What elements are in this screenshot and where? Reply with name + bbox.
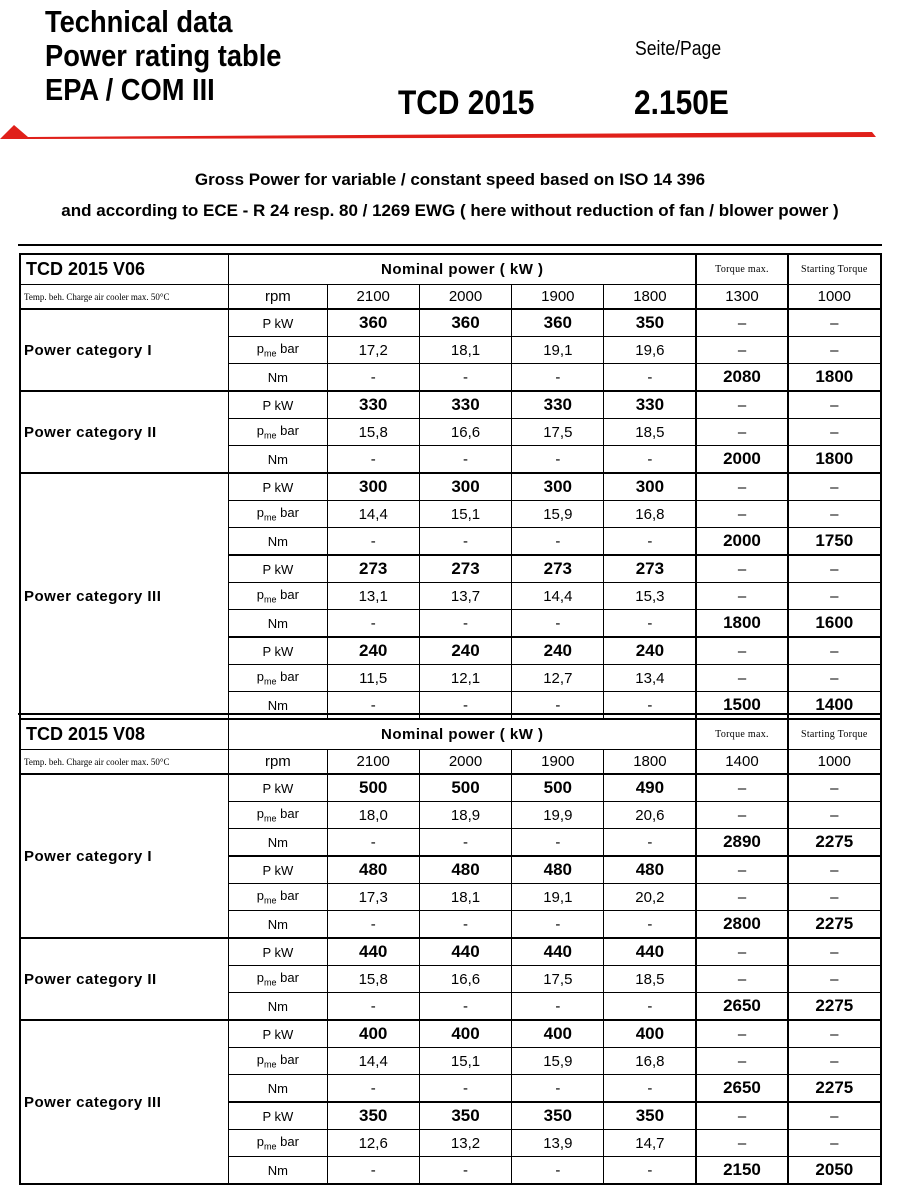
pme-value: 18,9 [419, 802, 511, 829]
pme-start-dash: – [788, 501, 881, 528]
power-category-label: Power category III [20, 473, 229, 719]
nm-value: - [512, 829, 604, 857]
p-kw-value: 490 [604, 774, 696, 802]
red-rule-shape [0, 125, 876, 139]
pme-value: 13,1 [327, 583, 419, 610]
nm-value: - [512, 993, 604, 1021]
rpm-value: 2100 [327, 285, 419, 310]
pme-torque-dash: – [696, 501, 787, 528]
pme-subscript: me [264, 348, 277, 359]
pme-value: 17,5 [512, 419, 604, 446]
row-label-pme [229, 1130, 327, 1157]
row-label-nm: Nm [229, 446, 327, 474]
pme-value: 17,2 [327, 337, 419, 364]
page-number: 2.150E [634, 84, 729, 122]
p-kw-value: 350 [419, 1102, 511, 1130]
nm-value: - [604, 1157, 696, 1185]
pme-value: 13,9 [512, 1130, 604, 1157]
nm-value: - [419, 528, 511, 556]
nm-value: - [419, 911, 511, 939]
rpm-value: 1900 [512, 285, 604, 310]
torque-max-value: 2890 [696, 829, 787, 857]
p-kw-value: 360 [419, 309, 511, 337]
p-kw-start-dash: – [788, 1020, 881, 1048]
pme-subscript: me [264, 594, 277, 605]
pme-start-dash: – [788, 419, 881, 446]
torque-max-value: 2000 [696, 446, 787, 474]
nm-value: - [512, 1075, 604, 1103]
pme-symbol: p [256, 423, 265, 439]
nm-value: - [327, 1075, 419, 1103]
pme-symbol: p [256, 587, 265, 603]
row-label-pme [229, 501, 327, 528]
pme-value: 15,9 [512, 501, 604, 528]
pme-value: 15,3 [604, 583, 696, 610]
p-kw-value: 330 [604, 391, 696, 419]
p-kw-start-dash: – [788, 1102, 881, 1130]
p-kw-value: 400 [327, 1020, 419, 1048]
pme-subscript: me [264, 895, 277, 906]
p-kw-value: 440 [512, 938, 604, 966]
p-kw-value: 273 [327, 555, 419, 583]
p-kw-value: 330 [327, 391, 419, 419]
nm-value: - [512, 1157, 604, 1185]
pme-unit: bar [276, 423, 299, 439]
rpm-value: 2100 [327, 750, 419, 775]
starting-torque-value: 1600 [788, 610, 881, 638]
p-kw-value: 240 [327, 637, 419, 665]
row-label-p-kw: P kW [229, 555, 327, 583]
p-kw-value: 240 [604, 637, 696, 665]
row-label-p-kw: P kW [229, 938, 327, 966]
p-kw-value: 440 [419, 938, 511, 966]
pme-start-dash: – [788, 884, 881, 911]
pme-value: 18,5 [604, 966, 696, 993]
p-kw-value: 350 [604, 1102, 696, 1130]
pme-unit: bar [276, 1134, 299, 1150]
pme-value: 19,1 [512, 884, 604, 911]
p-kw-value: 240 [419, 637, 511, 665]
pme-value: 14,7 [604, 1130, 696, 1157]
power-table-v06 [19, 253, 882, 720]
pme-value: 18,0 [327, 802, 419, 829]
pme-subscript: me [264, 813, 277, 824]
pme-unit: bar [276, 505, 299, 521]
p-kw-value: 300 [604, 473, 696, 501]
row-label-p-kw: P kW [229, 473, 327, 501]
p-kw-start-dash: – [788, 391, 881, 419]
pme-symbol: p [256, 1052, 265, 1068]
pme-value: 15,1 [419, 1048, 511, 1075]
nm-value: - [419, 446, 511, 474]
pme-subscript: me [264, 977, 277, 988]
starting-torque-header: Starting Torque [788, 719, 881, 750]
pme-value: 15,8 [327, 419, 419, 446]
intro-line-1: Gross Power for variable / constant speed based on ISO 14 396 [194, 170, 706, 189]
nm-value: - [327, 364, 419, 392]
p-kw-value: 400 [419, 1020, 511, 1048]
p-kw-start-dash: – [788, 774, 881, 802]
title-line-1: Technical data [45, 4, 233, 39]
p-kw-start-dash: – [788, 555, 881, 583]
nm-value: - [604, 610, 696, 638]
starting-torque-value: 2050 [788, 1157, 881, 1185]
start-rpm: 1000 [788, 750, 881, 775]
p-kw-value: 300 [327, 473, 419, 501]
nm-value: - [419, 1157, 511, 1185]
pme-unit: bar [276, 888, 299, 904]
pme-value: 20,2 [604, 884, 696, 911]
starting-torque-value: 1800 [788, 364, 881, 392]
pme-subscript: me [264, 676, 277, 687]
p-kw-value: 500 [419, 774, 511, 802]
p-kw-value: 240 [512, 637, 604, 665]
row-label-nm: Nm [229, 829, 327, 857]
power-category-label: Power category II [20, 391, 229, 473]
divider [18, 244, 882, 246]
intro-line-2: and according to ECE - R 24 resp. 80 / 1269 EWG ( here without reduction of fan / blower power ) [61, 201, 839, 220]
p-kw-torque-dash: – [696, 637, 787, 665]
starting-torque-value: 1750 [788, 528, 881, 556]
pme-torque-dash: – [696, 419, 787, 446]
page-label: Seite/Page [635, 38, 722, 60]
p-kw-start-dash: – [788, 473, 881, 501]
pme-subscript: me [264, 430, 277, 441]
pme-value: 16,8 [604, 1048, 696, 1075]
torque-max-value: 1500 [696, 692, 787, 720]
p-kw-value: 480 [604, 856, 696, 884]
p-kw-torque-dash: – [696, 774, 787, 802]
power-category-label: Power category I [20, 774, 229, 938]
pme-value: 11,5 [327, 665, 419, 692]
p-kw-torque-dash: – [696, 473, 787, 501]
pme-torque-dash: – [696, 966, 787, 993]
pme-value: 13,7 [419, 583, 511, 610]
p-kw-value: 500 [327, 774, 419, 802]
pme-start-dash: – [788, 802, 881, 829]
p-kw-torque-dash: – [696, 1102, 787, 1130]
pme-unit: bar [276, 1052, 299, 1068]
starting-torque-value: 2275 [788, 829, 881, 857]
nm-value: - [327, 1157, 419, 1185]
torque-max-header: Torque max. [696, 719, 787, 750]
divider [18, 713, 882, 715]
row-label-pme [229, 966, 327, 993]
pme-symbol: p [256, 806, 265, 822]
pme-start-dash: – [788, 665, 881, 692]
pme-torque-dash: – [696, 1130, 787, 1157]
p-kw-start-dash: – [788, 637, 881, 665]
nm-value: - [512, 692, 604, 720]
pme-value: 14,4 [327, 501, 419, 528]
pme-value: 15,1 [419, 501, 511, 528]
title-line-3: EPA / COM III [45, 72, 215, 107]
p-kw-value: 350 [512, 1102, 604, 1130]
pme-value: 19,9 [512, 802, 604, 829]
power-table-v08 [19, 718, 882, 1185]
nm-value: - [327, 993, 419, 1021]
p-kw-torque-dash: – [696, 938, 787, 966]
p-kw-start-dash: – [788, 856, 881, 884]
pme-unit: bar [276, 587, 299, 603]
start-rpm: 1000 [788, 285, 881, 310]
table-model: TCD 2015 V06 [20, 254, 229, 285]
row-label-p-kw: P kW [229, 309, 327, 337]
pme-symbol: p [256, 669, 265, 685]
power-category-label: Power category II [20, 938, 229, 1020]
pme-start-dash: – [788, 1130, 881, 1157]
temp-note: Temp. beh. Charge air cooler max. 50°C [20, 750, 229, 775]
nominal-power-header: Nominal power ( kW ) [229, 254, 697, 285]
document-title [45, 5, 365, 107]
p-kw-value: 330 [512, 391, 604, 419]
row-label-pme [229, 884, 327, 911]
p-kw-value: 350 [327, 1102, 419, 1130]
row-label-nm: Nm [229, 692, 327, 720]
row-label-p-kw: P kW [229, 774, 327, 802]
nm-value: - [604, 911, 696, 939]
pme-subscript: me [264, 512, 277, 523]
pme-symbol: p [256, 1134, 265, 1150]
table-model: TCD 2015 V08 [20, 719, 229, 750]
pme-value: 18,5 [604, 419, 696, 446]
pme-torque-dash: – [696, 665, 787, 692]
pme-value: 19,1 [512, 337, 604, 364]
p-kw-start-dash: – [788, 309, 881, 337]
p-kw-value: 480 [512, 856, 604, 884]
pme-value: 12,7 [512, 665, 604, 692]
title-line-2: Power rating table [45, 38, 282, 73]
p-kw-value: 300 [512, 473, 604, 501]
nm-value: - [604, 692, 696, 720]
temp-note: Temp. beh. Charge air cooler max. 50°C [20, 285, 229, 310]
nm-value: - [419, 692, 511, 720]
nm-value: - [604, 446, 696, 474]
p-kw-value: 300 [419, 473, 511, 501]
torque-rpm: 1400 [696, 750, 787, 775]
p-kw-value: 273 [604, 555, 696, 583]
pme-value: 20,6 [604, 802, 696, 829]
pme-symbol: p [256, 505, 265, 521]
row-label-nm: Nm [229, 610, 327, 638]
nm-value: - [327, 829, 419, 857]
torque-max-header: Torque max. [696, 254, 787, 285]
rpm-value: 2000 [419, 750, 511, 775]
p-kw-value: 400 [604, 1020, 696, 1048]
pme-torque-dash: – [696, 802, 787, 829]
pme-value: 17,3 [327, 884, 419, 911]
row-label-pme [229, 419, 327, 446]
pme-unit: bar [276, 341, 299, 357]
starting-torque-header: Starting Torque [788, 254, 881, 285]
pme-value: 18,1 [419, 884, 511, 911]
nm-value: - [512, 446, 604, 474]
starting-torque-value: 2275 [788, 911, 881, 939]
torque-max-value: 1800 [696, 610, 787, 638]
row-label-pme [229, 665, 327, 692]
pme-start-dash: – [788, 966, 881, 993]
nm-value: - [512, 610, 604, 638]
p-kw-torque-dash: – [696, 309, 787, 337]
row-label-p-kw: P kW [229, 1102, 327, 1130]
power-category-label: Power category I [20, 309, 229, 391]
p-kw-value: 360 [327, 309, 419, 337]
pme-value: 13,4 [604, 665, 696, 692]
nm-value: - [419, 610, 511, 638]
starting-torque-value: 2275 [788, 993, 881, 1021]
pme-value: 19,6 [604, 337, 696, 364]
nm-value: - [419, 993, 511, 1021]
pme-value: 15,9 [512, 1048, 604, 1075]
torque-max-value: 2080 [696, 364, 787, 392]
row-label-pme [229, 337, 327, 364]
nm-value: - [604, 364, 696, 392]
rpm-value: 1800 [604, 285, 696, 310]
p-kw-start-dash: – [788, 938, 881, 966]
p-kw-value: 400 [512, 1020, 604, 1048]
pme-value: 12,6 [327, 1130, 419, 1157]
nm-value: - [419, 829, 511, 857]
red-header-rule [0, 125, 900, 139]
row-label-pme [229, 583, 327, 610]
row-label-nm: Nm [229, 1075, 327, 1103]
p-kw-value: 440 [604, 938, 696, 966]
pme-value: 17,5 [512, 966, 604, 993]
starting-torque-value: 1800 [788, 446, 881, 474]
row-label-nm: Nm [229, 528, 327, 556]
row-label-nm: Nm [229, 1157, 327, 1185]
rpm-value: 1900 [512, 750, 604, 775]
pme-unit: bar [276, 806, 299, 822]
rpm-label: rpm [229, 750, 327, 775]
p-kw-value: 330 [419, 391, 511, 419]
p-kw-value: 440 [327, 938, 419, 966]
engine-model: TCD 2015 [398, 84, 535, 122]
pme-symbol: p [256, 970, 265, 986]
nm-value: - [512, 528, 604, 556]
pme-value: 14,4 [512, 583, 604, 610]
pme-torque-dash: – [696, 1048, 787, 1075]
row-label-p-kw: P kW [229, 1020, 327, 1048]
nm-value: - [327, 446, 419, 474]
p-kw-value: 273 [512, 555, 604, 583]
pme-value: 14,4 [327, 1048, 419, 1075]
pme-subscript: me [264, 1059, 277, 1070]
pme-torque-dash: – [696, 884, 787, 911]
pme-value: 12,1 [419, 665, 511, 692]
row-label-p-kw: P kW [229, 856, 327, 884]
pme-start-dash: – [788, 583, 881, 610]
pme-value: 15,8 [327, 966, 419, 993]
torque-max-value: 2650 [696, 1075, 787, 1103]
torque-max-value: 2800 [696, 911, 787, 939]
p-kw-value: 273 [419, 555, 511, 583]
torque-max-value: 2000 [696, 528, 787, 556]
p-kw-value: 480 [419, 856, 511, 884]
pme-value: 18,1 [419, 337, 511, 364]
row-label-p-kw: P kW [229, 391, 327, 419]
nm-value: - [604, 993, 696, 1021]
p-kw-value: 350 [604, 309, 696, 337]
pme-symbol: p [256, 888, 265, 904]
pme-torque-dash: – [696, 337, 787, 364]
starting-torque-value: 1400 [788, 692, 881, 720]
p-kw-torque-dash: – [696, 856, 787, 884]
row-label-nm: Nm [229, 911, 327, 939]
nm-value: - [327, 911, 419, 939]
row-label-pme [229, 802, 327, 829]
nm-value: - [419, 1075, 511, 1103]
pme-value: 16,6 [419, 419, 511, 446]
row-label-nm: Nm [229, 993, 327, 1021]
pme-value: 16,8 [604, 501, 696, 528]
nm-value: - [419, 364, 511, 392]
nominal-power-header: Nominal power ( kW ) [229, 719, 697, 750]
p-kw-torque-dash: – [696, 555, 787, 583]
nm-value: - [327, 610, 419, 638]
p-kw-value: 500 [512, 774, 604, 802]
row-label-p-kw: P kW [229, 637, 327, 665]
torque-max-value: 2150 [696, 1157, 787, 1185]
nm-value: - [512, 911, 604, 939]
pme-start-dash: – [788, 1048, 881, 1075]
row-label-pme [229, 1048, 327, 1075]
p-kw-value: 480 [327, 856, 419, 884]
nm-value: - [327, 692, 419, 720]
power-category-label: Power category III [20, 1020, 229, 1184]
torque-max-value: 2650 [696, 993, 787, 1021]
starting-torque-value: 2275 [788, 1075, 881, 1103]
pme-unit: bar [276, 669, 299, 685]
nm-value: - [604, 1075, 696, 1103]
pme-start-dash: – [788, 337, 881, 364]
row-label-nm: Nm [229, 364, 327, 392]
pme-value: 13,2 [419, 1130, 511, 1157]
nm-value: - [604, 528, 696, 556]
p-kw-value: 360 [512, 309, 604, 337]
p-kw-torque-dash: – [696, 1020, 787, 1048]
pme-value: 16,6 [419, 966, 511, 993]
pme-torque-dash: – [696, 583, 787, 610]
rpm-label: rpm [229, 285, 327, 310]
nm-value: - [327, 528, 419, 556]
pme-unit: bar [276, 970, 299, 986]
p-kw-torque-dash: – [696, 391, 787, 419]
rpm-value: 1800 [604, 750, 696, 775]
rpm-value: 2000 [419, 285, 511, 310]
nm-value: - [512, 364, 604, 392]
nm-value: - [604, 829, 696, 857]
pme-subscript: me [264, 1141, 277, 1152]
pme-symbol: p [256, 341, 265, 357]
torque-rpm: 1300 [696, 285, 787, 310]
